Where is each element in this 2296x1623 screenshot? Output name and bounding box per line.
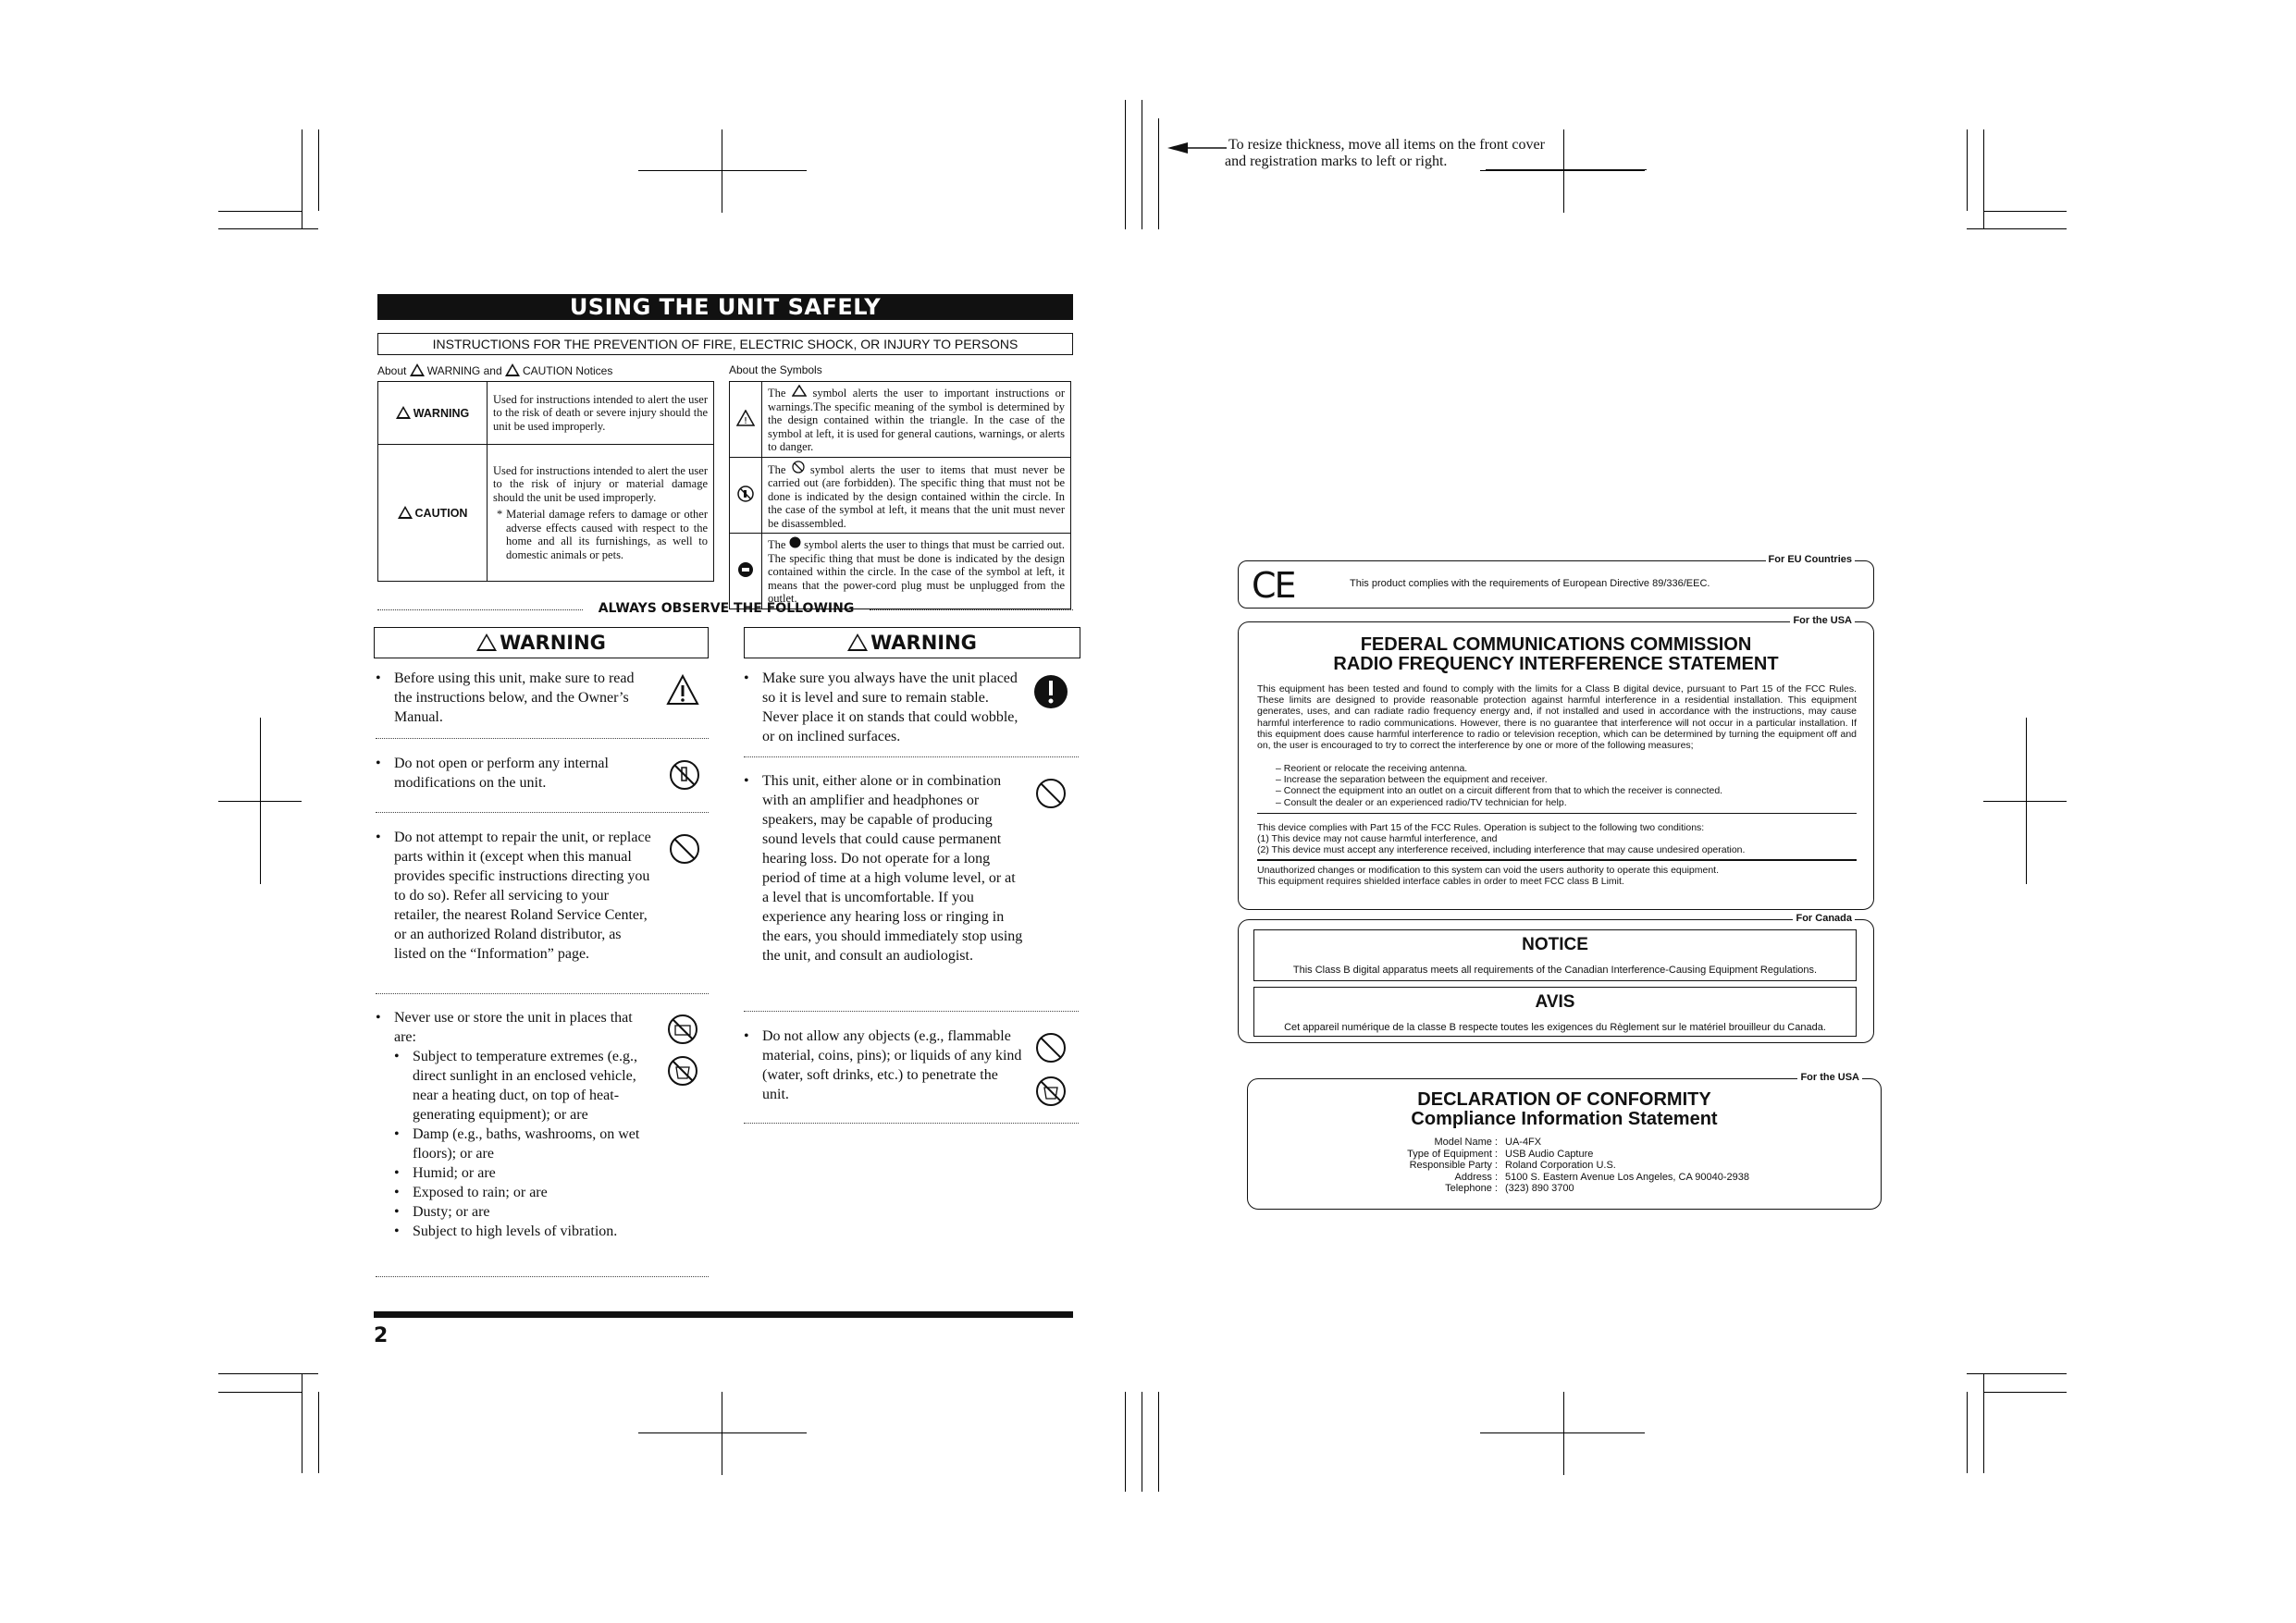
symbols-table <box>729 381 1071 609</box>
prohibition-icon <box>1034 1031 1068 1064</box>
filled-circle-symbol-description: The symbol alerts the user to things that must be carried out. The specific thing that must be done is indicated by the design contained within the circle. In the case of the symbol at left, it means that the power-cord plug must be unplugged from the outlet. <box>762 534 1071 609</box>
bottom-rule <box>374 1311 1073 1318</box>
resize-note: To resize thickness, move all items on the front cover and registration marks to left or right. <box>1225 137 1545 169</box>
circle-slash-symbol-description: The symbol alerts the user to items that must never be carried out (are forbidden). The specific thing that must not be done is indicated by the design contained within the circle. In the case of the symbol at left, it means that the unit must never be disassembled. <box>762 457 1071 534</box>
caution-triangle-icon <box>398 506 413 519</box>
notices-table <box>377 381 714 582</box>
section-tag: For EU Countries <box>1766 554 1855 565</box>
sub-list <box>376 1047 653 1241</box>
declaration-values: UA-4FX USB Audio Capture Roland Corporation U.S. 5100 S. Eastern Avenue Los Angeles, CA 90040-2938 (323) 890 3700 <box>1505 1137 1749 1194</box>
item-separator <box>376 812 709 813</box>
caution-triangle-icon <box>666 673 699 707</box>
general-caution-icon <box>736 410 755 426</box>
list-item: • Do not open or perform any internal modifications on the unit. <box>376 756 609 791</box>
list-item: • This unit, either alone or in combination with an amplifier and headphones or speakers, may be capable of producing sound levels that could cause permanent hearing loss. Do not operate for a long period of time at a high volume level, or at a level that is uncomfortable. If you experience any hearing loss or ringing in the ears, you should immediately stop using the unit, and consult an audiologist. <box>744 773 1023 964</box>
warning-triangle-icon <box>396 406 411 419</box>
item-separator <box>744 1011 1079 1012</box>
notice-box <box>1253 929 1857 981</box>
page-number: 2 <box>374 1324 389 1347</box>
symbol-cell <box>730 457 762 534</box>
mandatory-action-icon <box>1032 673 1069 710</box>
do-not-disassemble-icon <box>668 758 701 792</box>
fcc-statement-box <box>1238 615 1874 910</box>
divider <box>1257 859 1857 861</box>
safety-subtitle: INSTRUCTIONS FOR THE PREVENTION OF FIRE, ELECTRIC SHOCK, OR INJURY TO PERSONS <box>377 333 1073 355</box>
sub-list-item: • Exposed to rain; or are <box>394 1185 548 1200</box>
about-notices-heading: About WARNING and CAUTION Notices <box>377 364 613 377</box>
declaration-title: DECLARATION OF CONFORMITY Compliance Information Statement <box>1411 1089 1718 1129</box>
sub-list-item: • Humid; or are <box>394 1165 496 1181</box>
material-damage-note: * Material damage refers to damage or other adverse effects caused with respect to the home and all its furnishings, as well to domestic animals or pets. <box>497 508 708 561</box>
ce-logo: CE <box>1252 565 1295 606</box>
section-tag: For the USA <box>1790 615 1855 626</box>
item-separator <box>376 993 709 994</box>
eu-compliance-text: This product complies with the requirements of European Directive 89/336/EEC. <box>1350 578 1710 589</box>
caution-label: CAUTION <box>378 445 488 582</box>
list-item: • Never use or store the unit in places that are: <box>376 1010 633 1045</box>
warning-heading-left: WARNING <box>374 627 709 658</box>
no-water-icon <box>666 1054 699 1088</box>
sub-list-item: • Subject to high levels of vibration. <box>394 1223 618 1239</box>
prohibition-icon <box>792 461 805 473</box>
item-separator <box>744 1123 1079 1124</box>
warning-triangle-icon <box>476 633 497 651</box>
no-liquids-icon <box>1034 1075 1068 1108</box>
list-item: • Do not attempt to repair the unit, or replace parts within it (except when this manual provides specific instructions directing you to do so). Refer all servicing to your retailer, the nearest Roland Service Center, or an authorized Roland distributor, as listed on the “Information” page. <box>376 830 651 962</box>
eu-compliance-box <box>1238 554 1874 609</box>
warning-heading-right: WARNING <box>744 627 1080 658</box>
fcc-title: FEDERAL COMMUNICATIONS COMMISSION RADIO FREQUENCY INTERFERENCE STATEMENT <box>1333 634 1779 674</box>
list-item: • Before using this unit, make sure to read the instructions below, and the Owner’s Manual. <box>376 670 635 725</box>
fcc-unauthorized: Unauthorized changes or modification to this system can void the users authority to operate this equipment. This equipment requires shielded interface cables in order to meet FCC class B Limit. <box>1257 865 1720 888</box>
section-tag: For the USA <box>1797 1072 1862 1083</box>
warning-description: Used for instructions intended to alert the user to the risk of death or severe injury should the unit be used improperly. <box>488 382 714 445</box>
page-title: USING THE UNIT SAFELY <box>377 294 1073 320</box>
item-separator <box>376 738 709 739</box>
no-heat-icon <box>666 1013 699 1046</box>
caution-triangle-icon <box>505 363 520 376</box>
warning-triangle-icon <box>847 633 868 651</box>
always-observe-divider <box>377 601 1073 618</box>
triangle-icon <box>792 385 807 397</box>
section-tag: For Canada <box>1793 913 1855 924</box>
list-item: • Make sure you always have the unit placed so it is level and sure to remain stable. Never place it on stands that could wobble, or on inclined surfaces. <box>744 670 1018 744</box>
prohibition-icon <box>1034 777 1068 810</box>
avis-text: Cet appareil numérique de la classe B respecte toutes les exigences du Règlement sur le matériel brouilleur du Canada. <box>1284 1022 1826 1033</box>
underline-rule <box>1486 169 1647 170</box>
symbol-cell <box>730 534 762 609</box>
item-separator <box>744 756 1079 757</box>
divider <box>1257 813 1857 814</box>
fcc-measures: – Reorient or relocate the receiving antenna. – Increase the separation between the equipment and receiver. – Connect the equipment into an outlet on a circuit different from that to which the receiver is connected. – Consult the dealer or an experienced radio/TV technician for help. <box>1276 763 1723 808</box>
avis-box <box>1253 987 1857 1037</box>
item-separator <box>376 1276 709 1277</box>
always-observe-heading: ALWAYS OBSERVE THE FOLLOWING <box>598 601 855 616</box>
fcc-body: This equipment has been tested and found to comply with the limits for a Class B digital device, pursuant to Part 15 of the FCC Rules. These limits are designed to provide reasonable protection against harmful interference in a residential installation. This equipment generates, uses, and can radiate radio frequency energy and, if not installed and used in accordance with the instructions, may cause harmful interference to radio communications. However, there is no guarantee that interference will not occur in a particular installation. If this equipment does cause harmful interference to radio or television reception, which can be determined by turning the equipment off and on, the user is encouraged to try to correct the interference by one or more of the following measures; <box>1257 683 1857 752</box>
left-arrow-icon <box>1167 141 1227 158</box>
unplug-icon <box>736 560 755 579</box>
prohibition-icon <box>668 832 701 866</box>
sub-list-item: • Damp (e.g., baths, washrooms, on wet floors); or are <box>394 1126 640 1162</box>
avis-title: AVIS <box>1535 992 1575 1012</box>
triangle-symbol-description: The symbol alerts the user to important instructions or warnings.The specific meaning of the symbol is determined by the design contained within the triangle. In the case of the symbol at left, it is used for general cautions, warnings, or alerts to danger. <box>762 382 1071 458</box>
sub-list-item: • Dusty; or are <box>394 1204 490 1220</box>
caution-description: Used for instructions intended to alert the user to the risk of injury or material damage should the unit be used improperly. * Material damage refers to damage or other adverse effects caused with respect to the home and all its furnishings, as well to domestic animals or pets. <box>488 445 714 582</box>
svg-text:!: ! <box>743 415 748 426</box>
do-not-disassemble-icon <box>736 485 755 503</box>
canada-box <box>1238 913 1874 1043</box>
about-symbols-heading: About the Symbols <box>729 363 822 376</box>
warning-label: WARNING <box>378 382 488 445</box>
list-item: • Do not allow any objects (e.g., flammable material, coins, pins); or liquids of any kind (water, soft drinks, etc.) to penetrate the unit. <box>744 1028 1022 1102</box>
declaration-box <box>1247 1072 1882 1210</box>
symbol-cell <box>730 382 762 458</box>
warning-triangle-icon <box>410 363 425 376</box>
declaration-labels: Model Name : Type of Equipment : Responsible Party : Address : Telephone : <box>1407 1137 1498 1194</box>
sub-list-item: • Subject to temperature extremes (e.g., direct sunlight in an enclosed vehicle, near a heating duct, on top of heat-generating equipment); or are <box>394 1049 638 1123</box>
filled-circle-icon <box>789 536 801 548</box>
notice-text: This Class B digital apparatus meets all requirements of the Canadian Interference-Causing Equipment Regulations. <box>1292 965 1818 976</box>
notice-title: NOTICE <box>1522 935 1588 954</box>
fcc-part15: This device complies with Part 15 of the FCC Rules. Operation is subject to the following two conditions: (1) This device may not cause harmful interference, and (2) This device must accept any interference received, including interference that may cause undesired operation. <box>1257 822 1746 856</box>
